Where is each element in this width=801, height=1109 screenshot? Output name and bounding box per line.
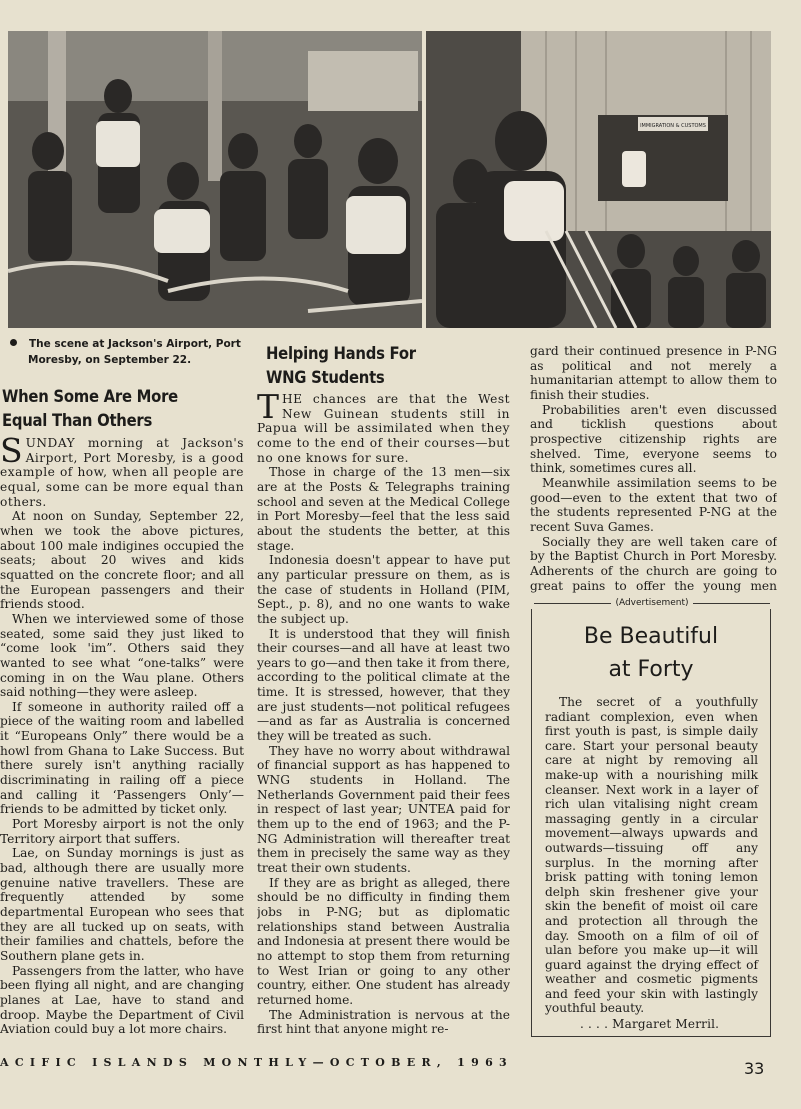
- dropcap: T: [257, 392, 280, 426]
- headline-line-1: When Some Are More: [2, 387, 178, 406]
- photo-customs-area: [426, 31, 771, 328]
- paragraph: Those in charge of the 13 men—six are at the Posts & Telegraphs training school and seven at the Medical College in Port Moresby—feel that the less said about the students the better, at this stage.: [257, 465, 510, 553]
- headline-line-2: Equal Than Others: [2, 411, 153, 430]
- ad-title-line-2: at Forty: [608, 657, 694, 682]
- advertisement-body: [545, 695, 758, 1016]
- paragraph: If someone in authority railed off a piece of the waiting room and labelled it “Europeans Only” there would be a howl from Ghana to Lake Success. But there surely isn't anything racially discriminating in railing off a piece and calling it ‘Passengers Only’—friends to be admitted by ticket only.: [0, 699, 244, 817]
- paragraph: Port Moresby airport is not the only Territory airport that suffers.: [0, 817, 244, 846]
- article-left-body: [0, 436, 244, 1036]
- advertisement-body-text: The secret of a youthfully radiant complexion, even when first youth is past, is simple daily care. Start your personal beauty care at night by removing all make-up with a nourishing milk cleanser. Next work in a layer of rich ulan vitalising night cream massaging gently in a circular movement—always upwards and outwards—tissuing off any surplus. In the morning after brisk patting with toning lemon delph skin freshener give your skin the benefit of moist oil care and protection all through the day. Smooth on a film of oil of ulan before you make up—it will guard against the drying effect of weather and cosmetic pigments and feed your skin with lastingly youthful beauty.: [545, 695, 758, 1016]
- paragraph: Passengers from the latter, who have been flying all night, and are changing planes at Lae, have to stand and droop. Maybe the Department of Civil Aviation could buy a lot more chairs.: [0, 963, 244, 1036]
- caption-line-2: Moresby, on September 22.: [28, 354, 192, 366]
- caption-line-1: The scene at Jackson's Airport, Port: [29, 338, 241, 350]
- ad-title-line-1: Be Beautiful: [583, 624, 719, 649]
- divider: [534, 603, 611, 604]
- paragraph: When we interviewed some of those seated, some said they just liked to “come look 'im”. Others said they wanted to see what “one-talks” were coming in on the Wau plane. Others said nothing—they were asleep.: [0, 611, 244, 700]
- article-left-lead: [0, 436, 244, 509]
- page-number: 33: [744, 1059, 765, 1078]
- article-mid-body: [257, 392, 510, 1046]
- article-right-body: [530, 344, 777, 594]
- article-mid-lead: [257, 392, 510, 465]
- paragraph: Lae, on Sunday mornings is just as bad, although there are usually more genuine native travellers. These are frequently attended by some departmental European who sees that they are all tucked up on seats, with their families and chattels, before the Southern plane gets in.: [0, 846, 244, 963]
- paragraph: At noon on Sunday, September 22, when we took the above pictures, about 100 male indigines occupied the seats; about 20 wives and kids squatted on the concrete floor; and all the European passengers and their friends stood.: [0, 509, 244, 612]
- paragraph: The Administration is nervous at the first hint that anyone might re-: [257, 1007, 510, 1037]
- paragraph: It is understood that they will finish their courses—and all have at least two years to go—and then take it from there, according to the political climate at the time. It is stressed, however, that they are just students—not political refugees—and as far as Australia is concerned they will be treated as such.: [257, 626, 510, 744]
- paragraph: Socially they are well taken care of by the Baptist Church in Port Moresby. Adherents of the church are going to great pains to offer the young men: [530, 534, 777, 593]
- paragraph: Meanwhile assimilation seems to be good—even to the extent that two of the students represented P-NG at the recent Suva Games.: [530, 475, 777, 534]
- advertisement-label: [534, 598, 770, 608]
- paragraph: If they are as bright as alleged, there should be no difficulty in finding them jobs in P-NG; but as diplomatic relationships stand between Australia and Indonesia at present there would be no attempt to stop them from returning to West Irian or going to any other country, either. One student has already returned home.: [257, 875, 510, 1007]
- page-footer: [0, 1056, 801, 1076]
- customs-sign: IMMIGRATION & CUSTOMS: [640, 123, 706, 129]
- dropcap: S: [0, 436, 23, 470]
- headline-line-2: WNG Students: [266, 368, 385, 387]
- lead-text: HE chances are that the West New Guinean students still in Papua will be assimilated when they come to the end of their courses—but no one knows for sure.: [257, 392, 510, 465]
- headline-helping-hands: [266, 342, 416, 390]
- photo-waiting-room: [8, 31, 422, 328]
- bullet-icon: [10, 339, 17, 346]
- paragraph: Probabilities aren't even discussed and ticklish questions about prospective citizenship rights are shelved. Time, everyone seems to think, sometimes cures all.: [530, 402, 777, 476]
- advertisement-label-text: (Advertisement): [615, 598, 689, 608]
- advertisement-title: [532, 620, 770, 686]
- photo-caption: [10, 336, 260, 368]
- paragraph: They have no worry about withdrawal of financial support as has happened to WNG students in Holland. The Netherlands Government paid their fees in respect of last year; UNTEA paid for them up to the end of 1963; and the P-NG Administration will thereafter treat them in precisely the same way as they treat their own students.: [257, 743, 510, 875]
- headline-equal-than-others: [2, 385, 178, 433]
- continuation-paragraph: gard their continued presence in P-NG as political and not merely a humanitarian attempt to allow them to finish their studies.: [530, 344, 777, 402]
- lead-text: UNDAY morning at Jackson's Airport, Port Moresby, is a good example of how, when all people are equal, some can be more equal than others.: [0, 436, 244, 509]
- publication-name: ACIFIC ISLANDS MONTHLY—OCTOBER, 1963: [0, 1056, 513, 1069]
- divider: [693, 603, 770, 604]
- headline-line-1: Helping Hands For: [266, 344, 416, 363]
- advertisement-signature: . . . . Margaret Merril.: [580, 1017, 720, 1031]
- paragraph: Indonesia doesn't appear to have put any particular pressure on them, as is the case of students in Holland (PIM, Sept., p. 8), and no one wants to wake the subject up.: [257, 553, 510, 626]
- airport-waiting-room-photo-icon: [8, 31, 422, 328]
- airport-customs-area-photo-icon: [426, 31, 771, 328]
